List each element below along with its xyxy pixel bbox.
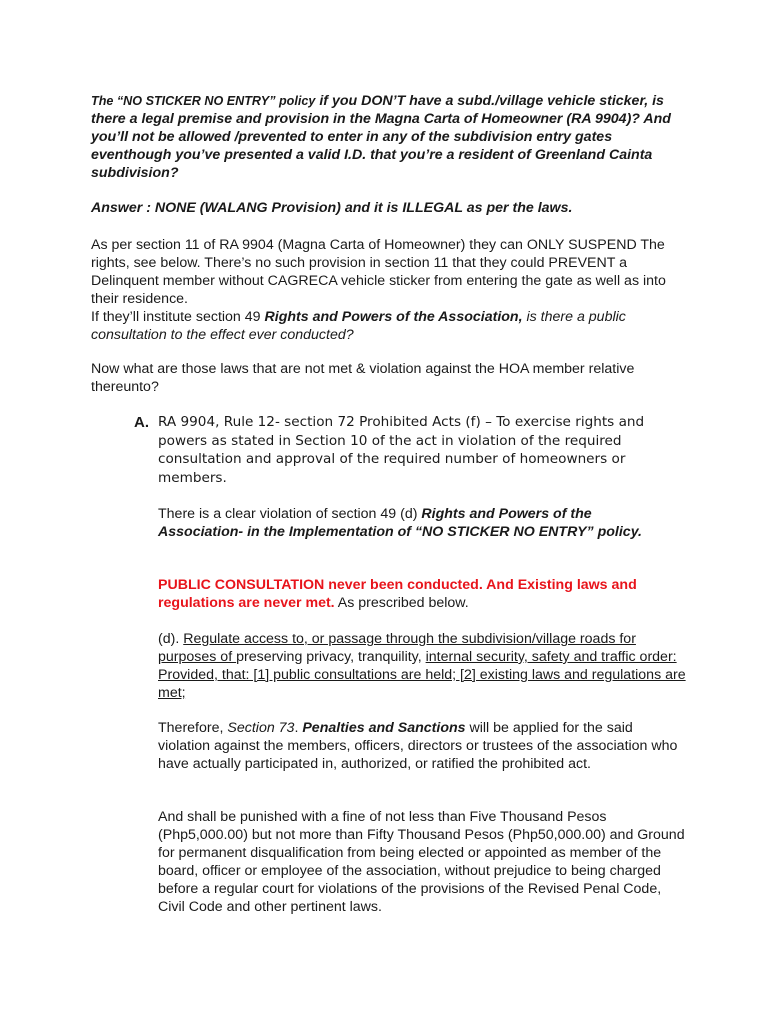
penalties-text: will be applied for the said violation against the members, officers, directors or trustees of the association who have actually participated in, authorized, or ratified the prohibited act. xyxy=(158,720,678,772)
list-marker-a: A. xyxy=(134,414,149,431)
section-11-paragraph xyxy=(91,236,691,344)
section-49-lead: If they’ll institute section 49 xyxy=(91,309,265,325)
laws-question-paragraph: Now what are those laws that are not met & violation against the HOA member relative thereunto? xyxy=(91,361,635,395)
section-49d-underlined-2: internal security, safety and traffic order: Provided, that: [1] public consultations are held; [2] existing laws and regulations are met; xyxy=(158,649,686,701)
intro-lead: The “NO STICKER NO ENTRY” policy xyxy=(91,94,316,108)
penalties-paragraph xyxy=(158,719,678,773)
violation-lead: There is a clear violation of section 49 (d) xyxy=(158,506,422,522)
consultation-warning: PUBLIC CONSULTATION never been conducted. And Existing laws and regulations are never met. xyxy=(158,577,637,611)
fine-paragraph: And shall be punished with a fine of not less than Five Thousand Pesos (Php5,000.00) but not more than Fifty Thousand Pesos (Php50,000.00) and Ground for permanent disqualification from being elected or appointed as member of the board, officer or employee of the association, without prejudice to being charged before a regular court for violations of the provisions of the Revised Penal Code, Civil Code and other pertinent laws. xyxy=(158,809,685,915)
intro-question-text: if you DON’T have a subd./village vehicle sticker, is there a legal premise and provision in the Magna Carta of Homeowner (RA 9904)? And you’ll not be allowed /prevented to enter in any of the subdivision entry gates eventhough you’ve presented a valid I.D. that you’re a resident of Greenland Cainta subdivision? xyxy=(91,93,671,181)
section-49-title: Rights and Powers of the Association, xyxy=(264,309,523,325)
penalties-title: Penalties and Sanctions xyxy=(302,720,466,736)
section-11-text: As per section 11 of RA 9904 (Magna Carta of Homeowner) they can ONLY SUSPEND The rights, see below. There’s no such provision in section 11 that they could PREVENT a Delinquent member without CAGRECA vehicle sticker from entering the gate as well as into their residence. xyxy=(91,237,666,307)
consultation-paragraph xyxy=(158,576,678,612)
answer-heading: Answer : NONE (WALANG Provision) and it is ILLEGAL as per the laws. xyxy=(91,200,573,216)
intro-question xyxy=(91,92,691,182)
section-49d-prefix: (d). xyxy=(158,631,184,647)
section-49-question: is there a public consultation to the effect ever conducted? xyxy=(91,309,626,343)
violation-title: Rights and Powers of the Association- in the Implementation of “NO STICKER NO ENTRY” policy. xyxy=(158,506,642,540)
therefore-dot: . xyxy=(294,720,303,736)
section-73-label: Section 73 xyxy=(227,720,295,736)
consultation-tail: As prescribed below. xyxy=(334,595,469,611)
section-49d-plain: preserving privacy, tranquility, xyxy=(236,649,426,665)
prohibited-acts-text: RA 9904, Rule 12- section 72 Prohibited Acts (f) – To exercise rights and powers as stated in Section 10 of the act in violation of the required consultation and approval of the required number of homeowners or members. xyxy=(158,414,645,486)
section-49d-paragraph xyxy=(158,630,688,702)
therefore-lead: Therefore, xyxy=(158,720,228,736)
section-49d-underlined-1: Regulate access to, or passage through the subdivision/village roads for purposes of xyxy=(158,631,636,665)
violation-paragraph xyxy=(158,505,678,541)
